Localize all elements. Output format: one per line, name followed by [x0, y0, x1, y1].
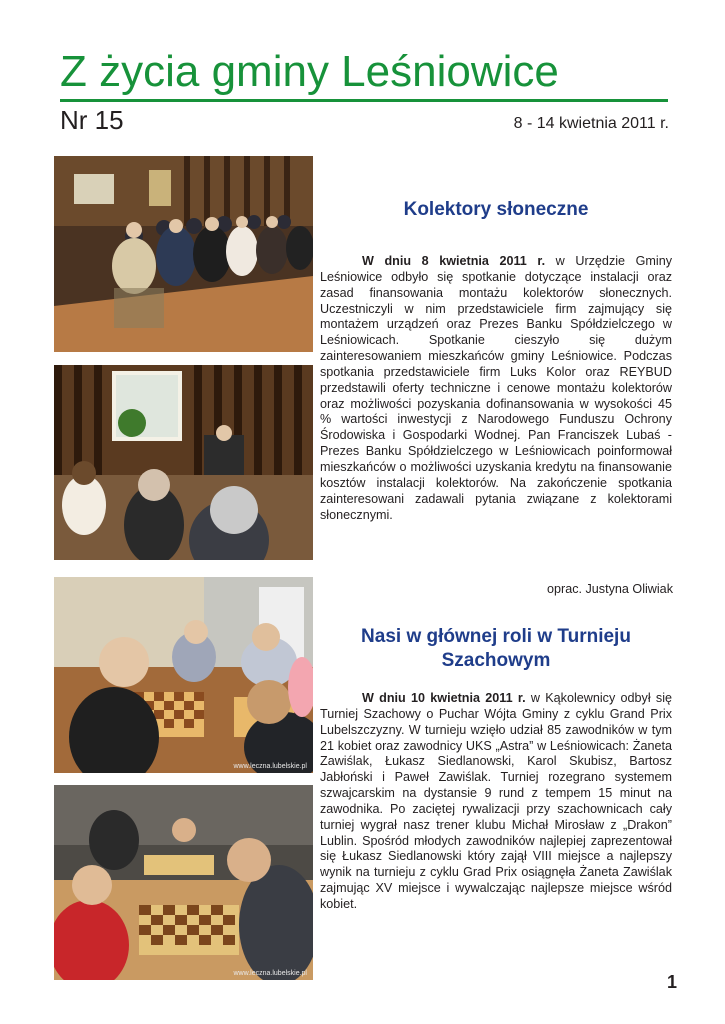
article-author: oprac. Justyna Oliwiak: [547, 582, 673, 596]
meeting-photo-1: [54, 156, 313, 352]
article-heading-chess-tournament: Nasi w głównej roli w Turnieju Szachowym: [361, 626, 631, 671]
issue-date: 8 - 14 kwietnia 2011 r.: [513, 115, 669, 132]
article-body-solar-collectors: [320, 254, 672, 523]
article-body-text: w Kąkolewnicy odbył się Turniej Szachowy o Puchar Wójta Gminy z cyklu Grand Prix Lubelszczyzny. W turnieju wzięło udział 85 zawodników w tym 21 kobiet oraz zawodnicy UKS „Astra” w Leśniowicach: Żaneta Zawiślak, Łukasz Siedlanowski, Karol Skubisz, Bartosz Jabłoński i Paweł Zawiślak. Turniej rozegrano systemem szwajcarskim na dystansie 9 rund z tempem 15 minut na zawodnika. Po zaciętej rywalizacji przy szachownicach cały turniej wygrał nasz trener klubu Michał Mirosław z „Drakon” Lublin. Spośród młodych zawodników najlepiej zaprezentował się Łukasz Siedlanowski który zajął VIII miejsce a najlepszy wynik na turnieju z cyklu Grad Prix osiągnęła Żaneta Zawiślak zajmując XV miejsce i wywalczając najlepsze miejsce wśród kobiet.: [320, 691, 673, 911]
title-underline: [60, 99, 668, 102]
photo-watermark: www.leczna.lubelskie.pl: [233, 970, 307, 977]
newsletter-title: Z życia gminy Leśniowice: [60, 47, 559, 96]
article-lead-date: W dniu 8 kwietnia 2011 r.: [362, 254, 546, 268]
article-body-chess-tournament: [320, 691, 672, 913]
page-number: 1: [666, 972, 677, 992]
article-heading-solar-collectors: Kolektory słoneczne: [403, 199, 589, 220]
issue-number: Nr 15: [60, 105, 124, 135]
meeting-photo-2: [54, 365, 313, 560]
chess-photo-2: [54, 785, 313, 980]
photo-watermark: www.leczna.lubelskie.pl: [233, 763, 307, 770]
chess-photo-1: [54, 577, 313, 773]
article-body-text: w Urzędzie Gminy Leśniowice odbyło się spotkanie dotyczące instalacji oraz zasad finansowania montażu kolektorów słonecznych. Uczestniczyli w nim przedstawiciele firm zajmujący się montażem urządzeń oraz Prezes Banku Spółdzielczego w Leśniowicach. Spotkanie cieszyło się dużym zainteresowaniem mieszkańców gminy Leśniowice. Podczas spotkania przedstawiciele firm Luks Kolor oraz REYBUD przedstawili oferty techniczne i cenowe montażu kolektorów oraz możliwości pozyskania dofinansowania w wysokości 45 % wartości inwestycji z Narodowego Funduszu Ochrony Środowiska i Gospodarki Wodnej. Pan Franciszek Lubaś - Prezes Banku Spółdzielczego w Leśniowicach poinformował mieszkańców o możliwości uzyskania kredytu na finansowanie kosztów instalacji kolektorów. Na zakończenie spotkania zainteresowani zadawali pytania związane z kolektorami słonecznymi.: [320, 254, 673, 522]
article-lead-date: W dniu 10 kwietnia 2011 r.: [362, 691, 526, 705]
